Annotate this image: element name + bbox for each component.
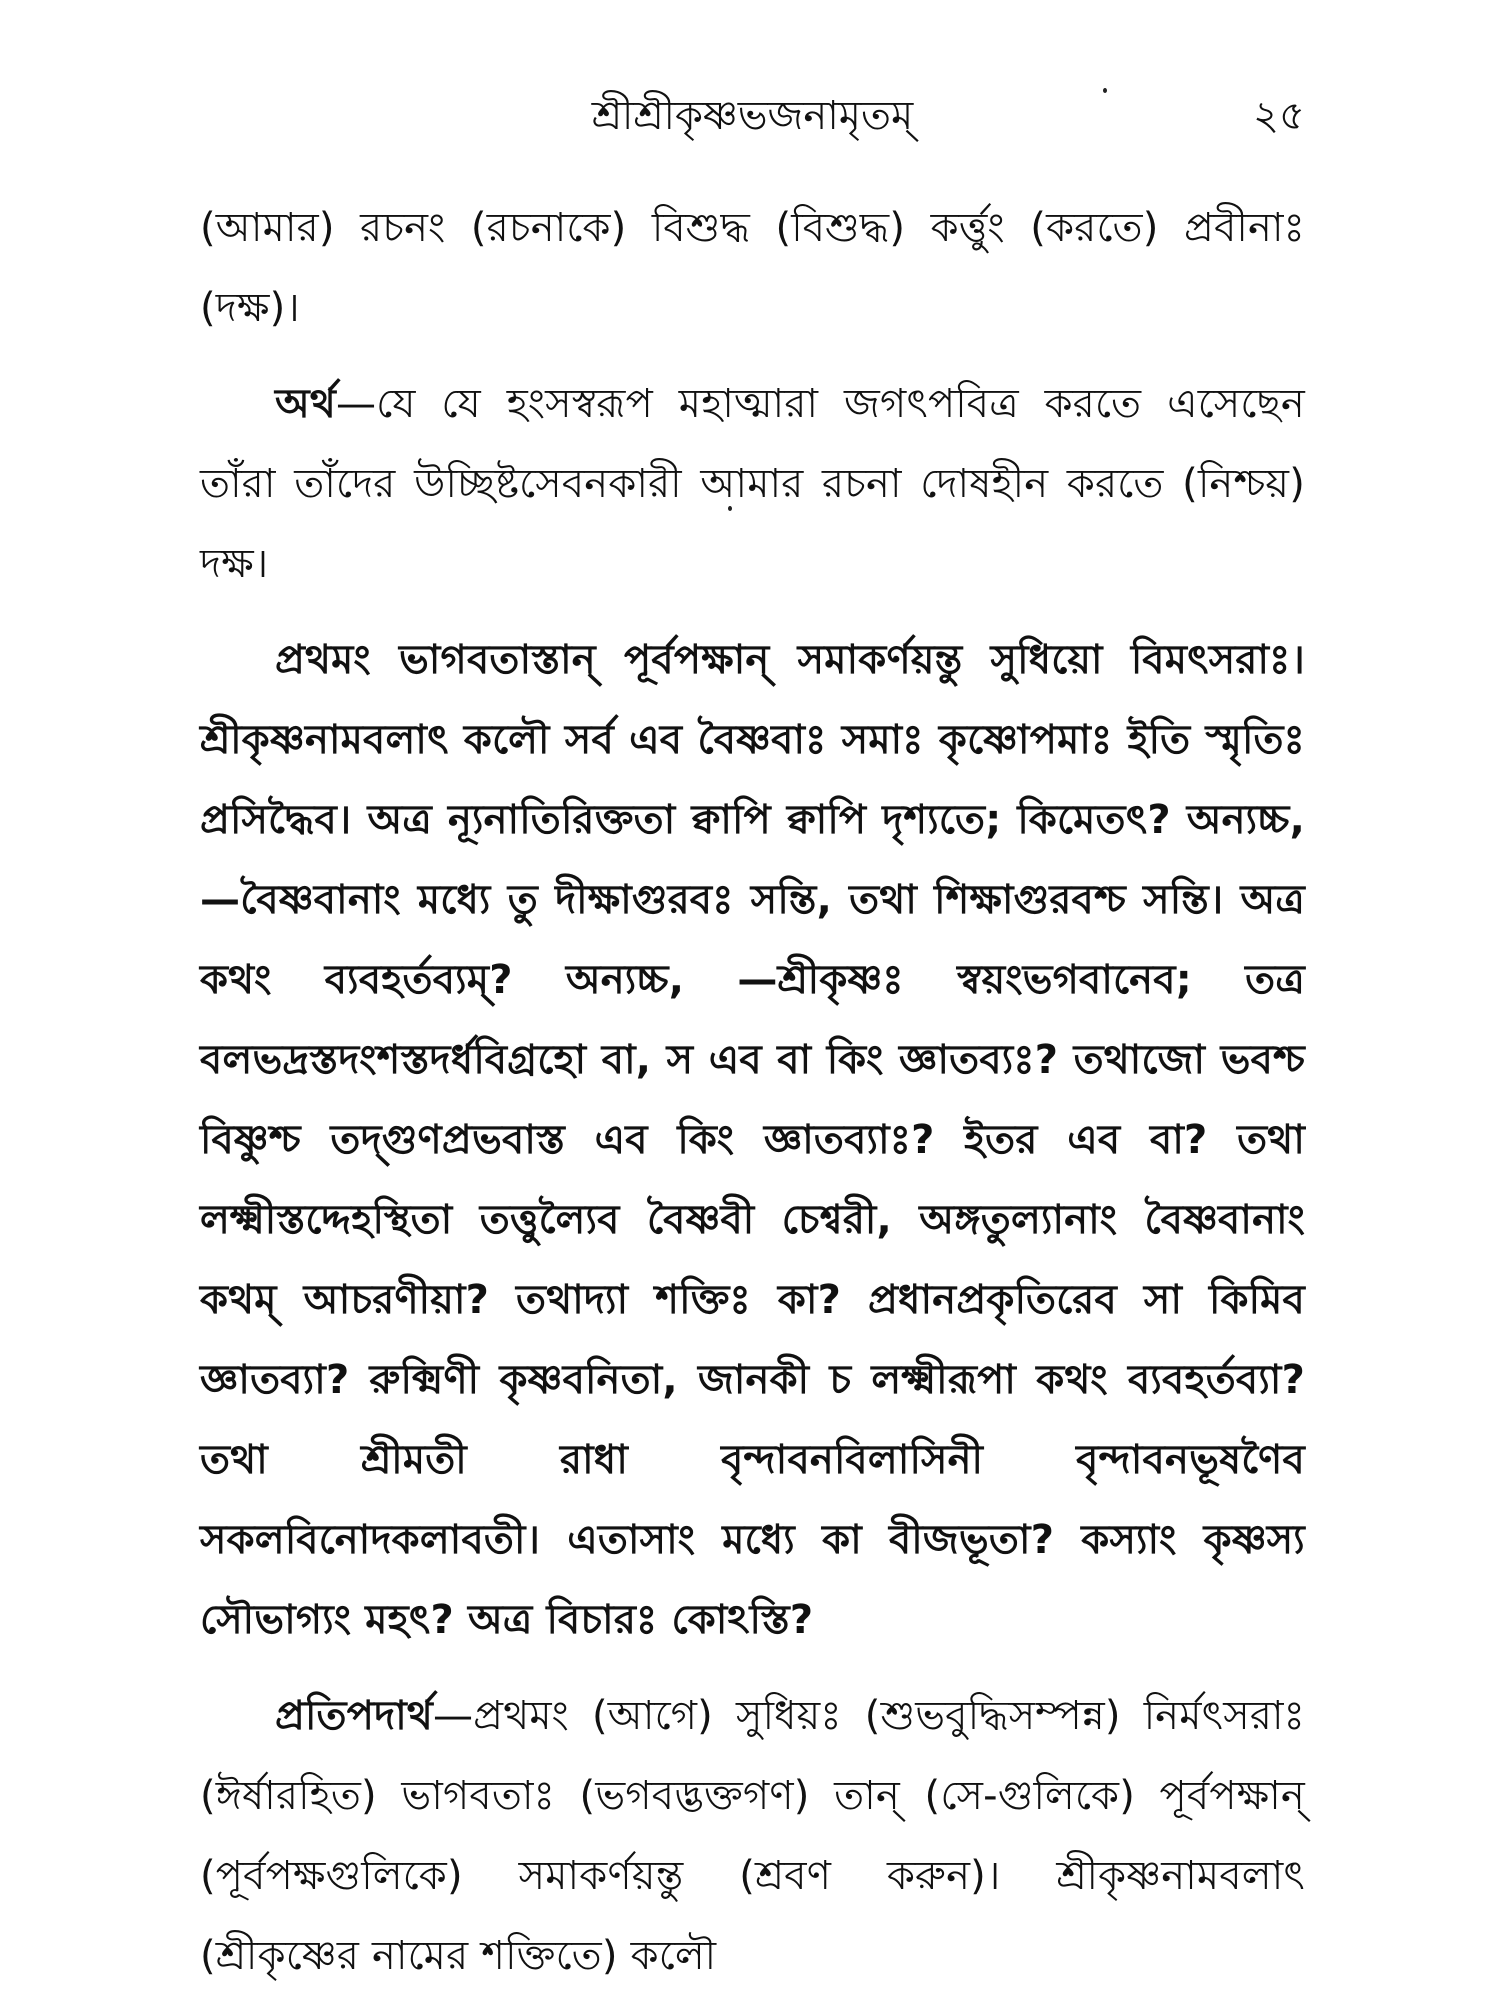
body-text [200,188,1305,1996]
meaning-label: অর্থ [275,381,336,427]
paragraph-word-meaning [200,1676,1305,1996]
word-meaning-text: —প্রথমং (আগে) সুধিয়ঃ (শুভবুদ্ধিসম্পন্ন) নির্মৎসরাঃ (ঈর্ষারহিত) ভাগবতাঃ (ভগবদ্ভক্তগণ) তান্ (সে-গুলিকে) পূর্বপক্ষান্ (পূর্বপক্ষগুলিকে) সমাকর্ণয়ন্তু (শ্রবণ করুন)। শ্রীকৃষ্ণনামবলাৎ (শ্রীকৃষ্ণের নামের শক্তিতে) কলৌ [200,1693,1305,1979]
paragraph-sanskrit-verse: প্রথমং ভাগবতাস্তান্ পূর্বপক্ষান্ সমাকর্ণয়ন্তু সুধিয়ো বিমৎসরাঃ। শ্রীকৃষ্ণনামবলাৎ কলৌ সর্ব এব বৈষ্ণবাঃ সমাঃ কৃষ্ণোপমাঃ ইতি স্মৃতিঃ প্রসিদ্ধৈব। অত্র ন্যূনাতিরিক্ততা ক্বাপি ক্বাপি দৃশ্যতে; কিমেতৎ? অন্যচ্চ, —বৈষ্ণবানাং মধ্যে তু দীক্ষাগুরবঃ সন্তি, তথা শিক্ষাগুরবশ্চ সন্তি। অত্র কথং ব্যবহর্তব্যম্? অন্যচ্চ, —শ্রীকৃষ্ণঃ স্বয়ংভগবানেব; তত্র বলভদ্রস্তদংশস্তদর্ধবিগ্রহো বা, স এব বা কিং জ্ঞাতব্যঃ? তথাজো ভবশ্চ বিষ্ণুশ্চ তদ্গুণপ্রভবাস্ত এব কিং জ্ঞাতব্যাঃ? ইতর এব বা? তথা লক্ষ্মীস্তদ্দেহস্থিতা তত্তুল্যৈব বৈষ্ণবী চেশ্বরী, অঙ্গতুল্যানাং বৈষ্ণবানাং কথম্ আচরণীয়া? তথাদ্যা শক্তিঃ কা? প্রধানপ্রকৃতিরেব সা কিমিব জ্ঞাতব্যা? রুক্মিণী কৃষ্ণবনিতা, জানকী চ লক্ষ্মীরূপা কথং ব্যবহর্তব্যা? তথা শ্রীমতী রাধা বৃন্দাবনবিলাসিনী বৃন্দাবনভূষণৈব সকলবিনোদকলাবতী। এতাসাং মধ্যে কা বীজভূতা? কস্যাং কৃষ্ণস্য সৌভাগ্যং মহৎ? অত্র বিচারঃ কোঽস্তি? [200,637,1305,1643]
header-title: শ্রীশ্রীকৃষ্ণভজনামৃতম্ [591,93,914,139]
word-meaning-label: প্রতিপদার্থ [275,1693,433,1739]
meaning-text: —যে যে হংসস্বরূপ মহাত্মারা জগৎপবিত্র করতে এসেছেন তাঁরা তাঁদের উচ্ছিষ্টসেবনকারী আমার রচনা দোষহীন করতে (নিশ্চয়) দক্ষ। [200,381,1305,587]
print-speck [1103,88,1107,93]
paragraph-gloss-continuation: (আমার) রচনং (রচনাকে) বিশুদ্ধ (বিশুদ্ধ) কর্ত্তুং (করতে) প্রবীনাঃ (দক্ষ)। [200,205,1305,331]
running-header [200,86,1305,146]
paragraph-meaning [200,364,1305,604]
page-number: ২৫ [1253,93,1305,139]
